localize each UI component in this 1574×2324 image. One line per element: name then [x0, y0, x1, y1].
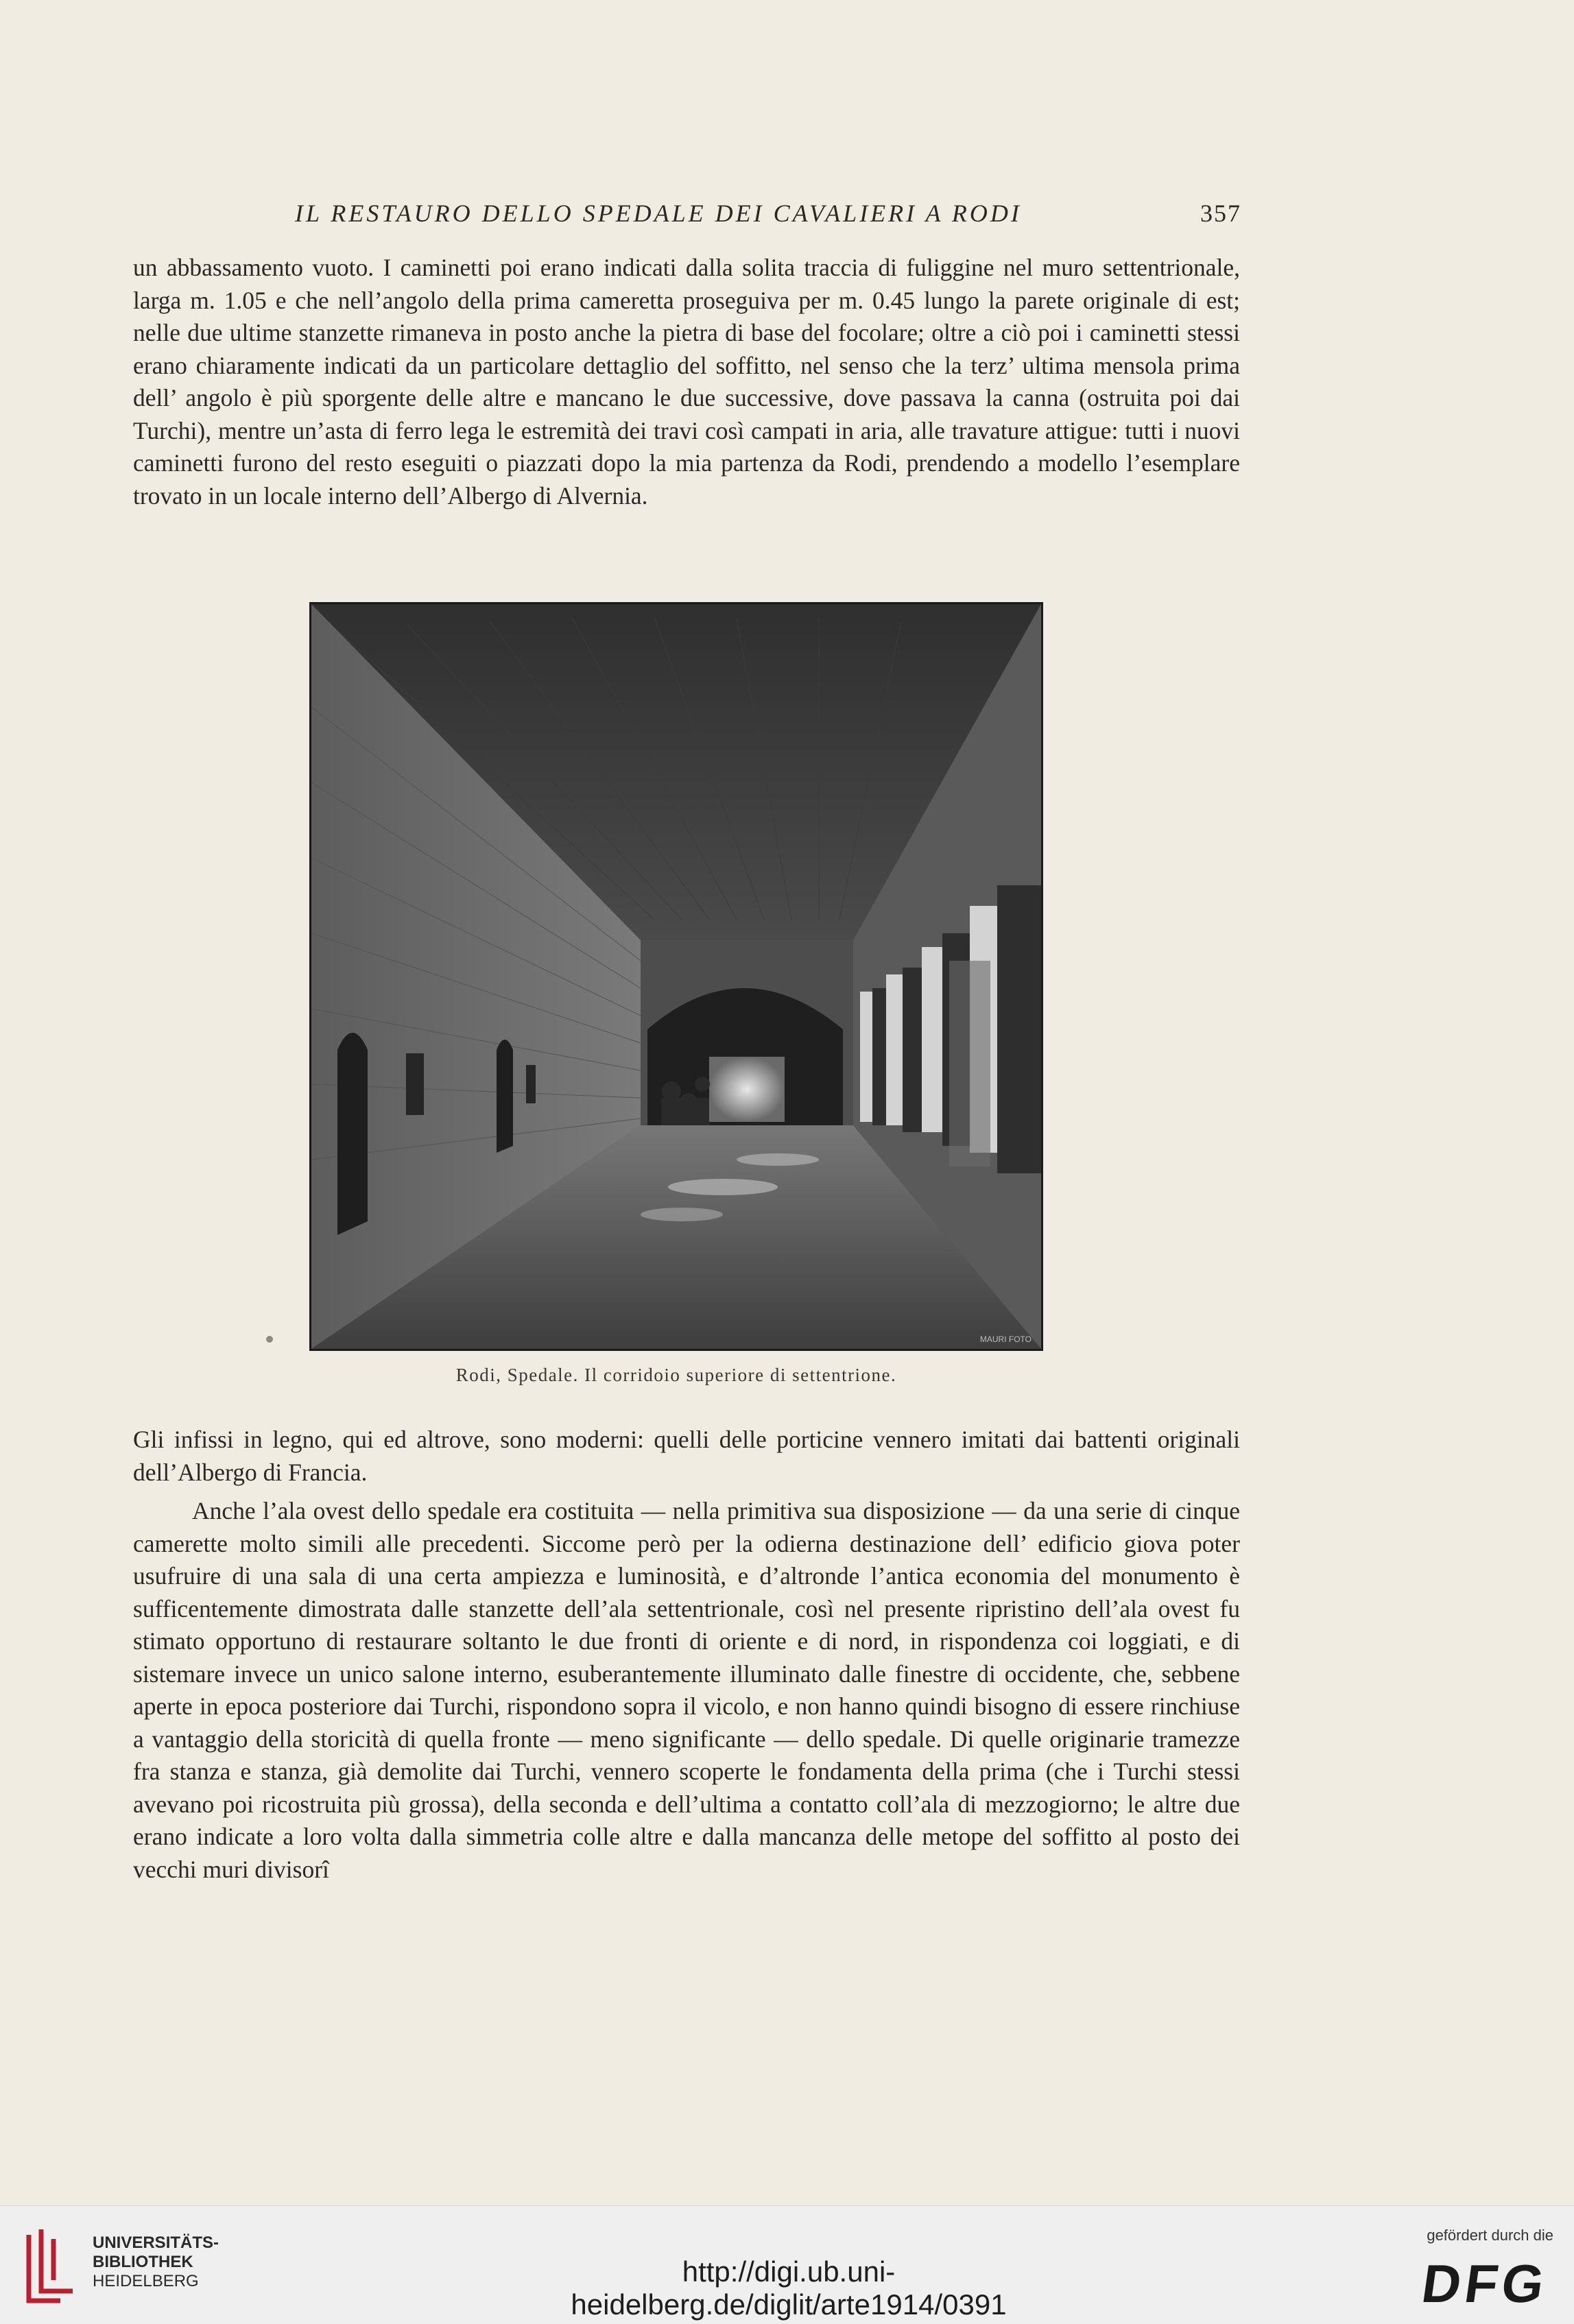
- library-name-line-2: BIBLIOTHEK: [93, 2253, 193, 2271]
- dfg-logo: DFG: [1418, 2253, 1553, 2314]
- library-name: [93, 2233, 219, 2291]
- permalink-url[interactable]: http://digi.ub.uni-heidelberg.de/diglit/arte1914/0391: [571, 2255, 1007, 2321]
- funded-by-label: gefördert durch die: [1427, 2227, 1553, 2244]
- photo-credit: MAURI FOTO: [979, 1334, 1032, 1344]
- page-number: 357: [1200, 200, 1241, 227]
- figure-caption: Rodi, Spedale. Il corridoio superiore di settentrione.: [455, 1365, 897, 1385]
- library-name-line-3: HEIDELBERG: [93, 2272, 199, 2290]
- library-name-line-1: UNIVERSITÄTS-: [93, 2233, 219, 2252]
- running-head: [295, 193, 1241, 235]
- footer-bar: [0, 2205, 1574, 2324]
- body-paragraph-2: Gli infissi in legno, qui ed altrove, sono moderni: quelli delle porticine vennero imitati dai battenti originali dell’Albergo di Francia.: [133, 1426, 1240, 1486]
- corridor-photograph: [309, 602, 1043, 1351]
- corridor-photo-image: [311, 604, 1041, 1349]
- running-title: IL RESTAURO DELLO SPEDALE DEI CAVALIERI A RODI: [295, 200, 1022, 227]
- university-library-logo-icon: [21, 2225, 79, 2308]
- body-paragraph-1: un abbassamento vuoto. I caminetti poi erano indicati dalla solita traccia di fuliggine nel muro settentrionale, larga m. 1.05 e che nell’angolo della prima cameretta proseguiva per m. 0.45 lungo la parete originale di est; nelle due ultime stanzette rimaneva in posto anche la pietra di base del focolare; oltre a ciò poi i caminetti stessi erano chiaramente indicati da un particolare dettaglio del soffitto, nel senso che la terz’ ultima mensola prima dell’ angolo è più sporgente delle altre e mancano le due successive, dove passava la canna (ostruita poi dai Turchi), mentre un’asta di ferro lega le estremità dei travi così campati in aria, alle travature attigue: tutti i nuovi caminetti furono del resto eseguiti o piazzati dopo la mia partenza da Rodi, prendendo a modello l’esemplare trovato in un locale interno dell’Albergo di Alvernia.: [133, 254, 1240, 510]
- print-speck: [266, 1336, 273, 1343]
- body-paragraph-3: Anche l’ala ovest dello spedale era costituita — nella primitiva sua disposizione — da una serie di cinque camerette molto simili alle precedenti. Siccome però per la odierna destinazione dell’ edificio giova poter usufruire di una sala di una certa ampiezza e luminosità, e d’altronde l’antica economia del monumento è sufficentemente dimostrata dalle stanzette dell’ala settentrionale, così nel presente ripristino dell’ala ovest fu stimato opportuno di restaurare soltanto le due fronti di oriente e di nord, in rispondenza coi loggiati, e di sistemare invece un unico salone interno, esuberantemente illuminato dalle finestre di occidente, che, sebbene aperte in epoca posteriore dai Turchi, rispondono sopra il vicolo, e non hanno quindi bisogno di essere rinchiuse a vantaggio della storicità di quella fronte — meno significante — dello spedale. Di quelle originarie tramezze fra stanza e stanza, già demolite dai Turchi, vennero scoperte le fondamenta della prima (che i Turchi stessi avevano poi ricostruita più grossa), della seconda e dell’ultima a contatto coll’ala di mezzogiorno; le altre due erano indicate a loro volta dalla simmetria colle altre e dalla mancanza delle metope del soffitto al posto dei vecchi muri divisorî: [133, 1497, 1240, 1883]
